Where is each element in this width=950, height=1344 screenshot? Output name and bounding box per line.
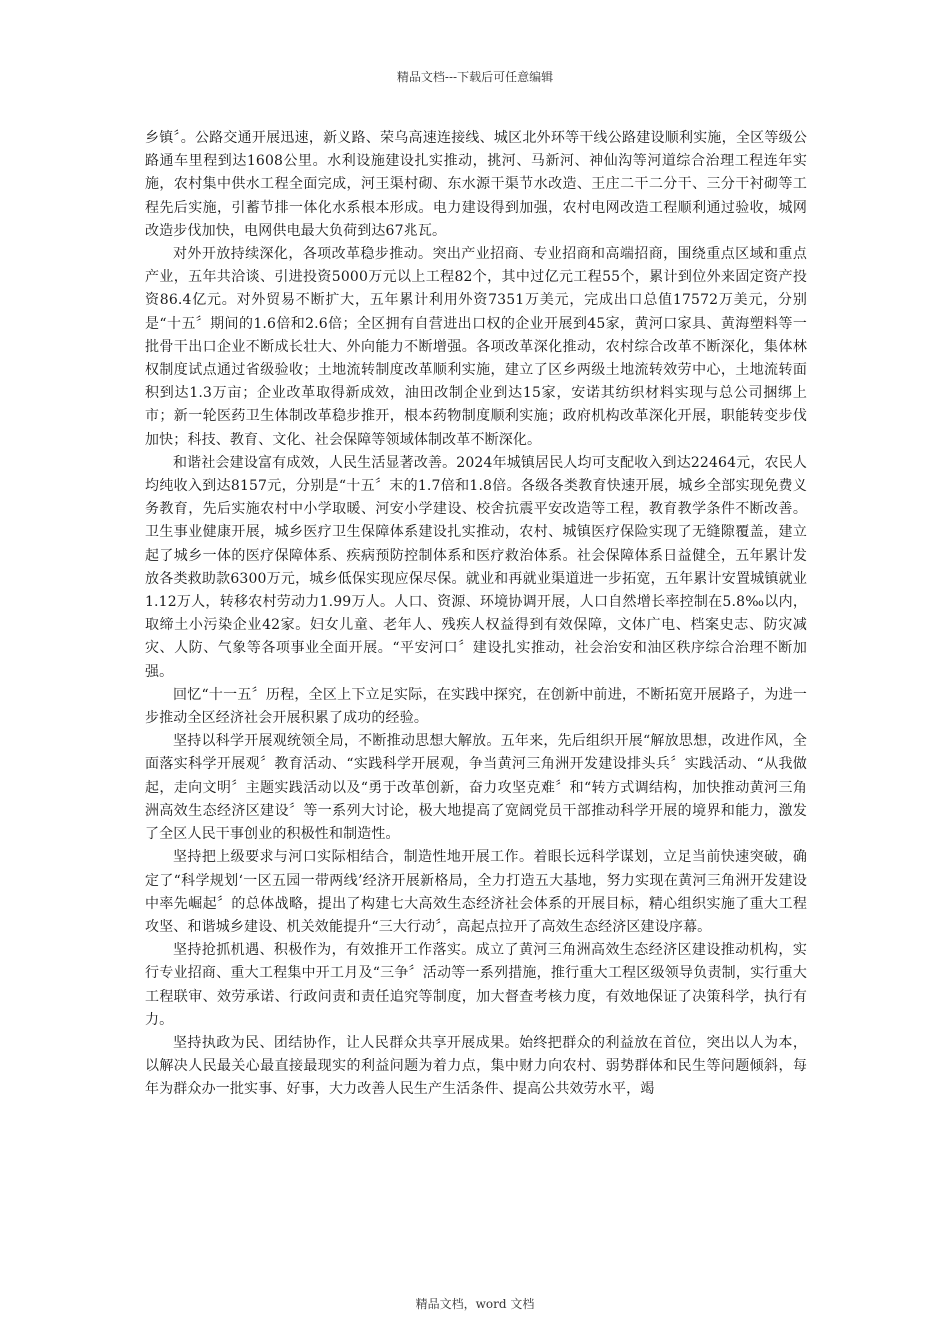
- paragraph-harmonious-society: 和谐社会建设富有成效，人民生活显著改善。2024年城镇居民人均可支配收入到达22464元，农民人均纯收入到达8157元，分别是“十五〞末的1.7倍和1.8倍。各级各类教育快速开展，城乡全部实现免费义务教育，先后实施农村中小学取暖、河安小学建设、校舍抗震平安改造等工程，教育教学条件不断改善。卫生事业健康开展，城乡医疗卫生保障体系建设扎实推动，农村、城镇医疗保险实现了无缝隙覆盖，建立起了城乡一体的医疗保障体系、疾病预防控制体系和医疗救治体系。社会保障体系日益健全，五年累计发放各类救助款6300万元，城乡低保实现应保尽保。就业和再就业渠道进一步拓宽，五年累计安置城镇就业1.12万人，转移农村劳动力1.99万人。人口、资源、环境协调开展，人口自然增长率控制在5.8‰以内，取缔土小污染企业42家。妇女儿童、老年人、残疾人权益得到有效保障，文体广电、档案史志、防灾减灾、人防、气象等各项事业全面开展。“平安河口〞建设扎实推动，社会治安和油区秩序综合治理不断加强。: [145, 454, 807, 680]
- paragraph-scientific-development: 坚持以科学开展观统领全局，不断推动思想大解放。五年来，先后组织开展“解放思想，改进作风，全面落实科学开展观〞教育活动、“实践科学开展观，争当黄河三角洲开发建设排头兵〞实践活动、“从我做起，走向文明〞主题实践活动以及“勇于改革创新，奋力攻坚克难〞和“转方式调结构，加快推动黄河三角洲高效生态经济区建设〞等一系列大讨论，极大地提高了宽阔党员干部推动科学开展的境界和能力，激发了全区人民干事创业的积极性和制造性。: [145, 733, 807, 843]
- paragraph-seize-opportunity: 坚持抢抓机遇、积极作为，有效推开工作落实。成立了黄河三角洲高效生态经济区建设推动机构，实行专业招商、重大工程集中开工月及“三争〞活动等一系列措施，推行重大工程区级领导负责制，实行重大工程联审、效劳承诺、行政问责和责任追究等制度，加大督查考核力度，有效地保证了决策科学，执行有力。: [145, 942, 807, 1028]
- page-header: 精品文档---下载后可任意编辑: [396, 70, 554, 84]
- document-body: [145, 127, 807, 1102]
- paragraph-infrastructure: 乡镇〞。公路交通开展迅速，新义路、荣乌高速连接线、城区北外环等干线公路建设顺利实施，全区等级公路通车里程到达1608公里。水利设施建设扎实推动，挑河、马新河、神仙沟等河道综合治理工程连年实施，农村集中供水工程全面完成，河王渠村砌、东水源干渠节水改造、王庄二干二分干、三分干衬砌等工程先后实施，引蓄节排一体化水系根本形成。电力建设得到加强，农村电网改造工程顺利通过验收，城网改造步伐加快，电网供电最大负荷到达67兆瓦。: [145, 130, 807, 239]
- page-footer: 精品文档，word 文档: [415, 1297, 535, 1311]
- paragraph-review: 回忆“十一五〞历程，全区上下立足实际，在实践中探究，在创新中前进，不断拓宽开展路子，为进一步推动全区经济社会开展积累了成功的经验。: [145, 686, 807, 727]
- paragraph-local-practice: 坚持把上级要求与河口实际相结合，制造性地开展工作。着眼长远科学谋划，立足当前快速突破，确定了“科学规划‘一区五园一带两线’经济开展新格局，全力打造五大基地，努力实现在黄河三角洲开发建设中率先崛起〞的总体战略，提出了构建七大高效生态经济社会体系的开展目标，精心组织实施了重大工程攻坚、和谐城乡建设、机关效能提升“三大行动〞，高起点拉开了高效生态经济区建设序幕。: [145, 849, 807, 935]
- paragraph-people-first: 坚持执政为民、团结协作，让人民群众共享开展成果。始终把群众的利益放在首位，突出以人为本，以解决人民最关心最直接最现实的利益问题为着力点，集中财力向农村、弱势群体和民生等问题倾斜，每年为群众办一批实事、好事，大力改善人民生产生活条件、提高公共效劳水平，竭: [145, 1034, 807, 1098]
- paragraph-opening-reform: 对外开放持续深化，各项改革稳步推动。突出产业招商、专业招商和高端招商，围绕重点区域和重点产业，五年共洽谈、引进投资5000万元以上工程82个，其中过亿元工程55个，累计到位外来固定资产投资86.4亿元。对外贸易不断扩大，五年累计利用外资7351万美元，完成出口总值17572万美元，分别是“十五〞期间的1.6倍和2.6倍；全区拥有自营进出口权的企业开展到45家，黄河口家具、黄海塑料等一批骨干出口企业不断成长壮大、外向能力不断增强。各项改革深化推动，农村综合改革不断深化，集体林权制度试点通过省级验收；土地流转制度改革顺利实施，建立了区乡两级土地流转效劳中心，土地流转面积到达1.3万亩；企业改革取得新成效，油田改制企业到达15家，安诺其纺织材料实现与总公司捆绑上市；新一轮医药卫生体制改革稳步推开，根本药物制度顺利实施；政府机构改革深化开展，职能转变步伐加快；科技、教育、文化、社会保障等领域体制改革不断深化。: [145, 246, 807, 448]
